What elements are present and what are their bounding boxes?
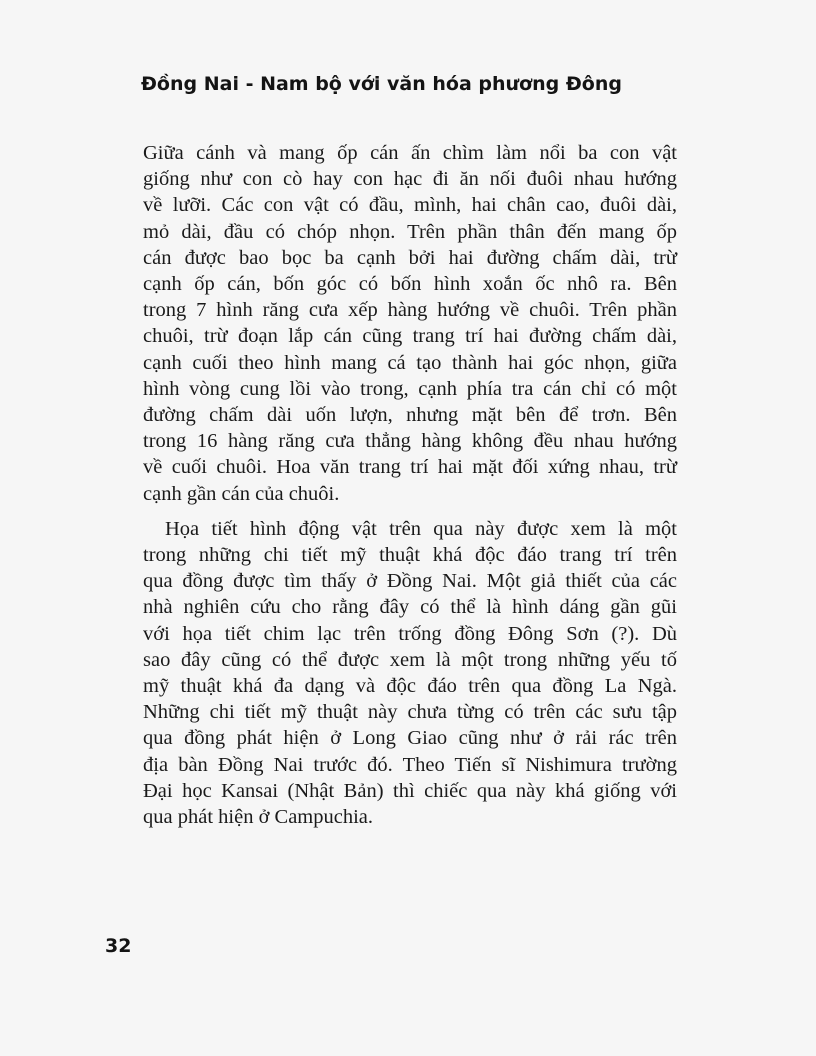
text-line: mỹ thuật khá đa dạng và độc đáo trên qua đồng La Ngà. <box>143 675 677 698</box>
text-line: qua phát hiện ở Campuchia. <box>143 806 374 829</box>
text-line: Giữa cánh và mang ốp cán ấn chìm làm nổi ba con vật <box>143 142 677 164</box>
text-line: qua đồng phát hiện ở Long Giao cũng như ở rải rác trên <box>143 727 677 750</box>
text-line: nhà nghiên cứu cho rằng đây có thể là hình dáng gần gũi <box>143 596 677 619</box>
text-line: trong những chi tiết mỹ thuật khá độc đáo trang trí trên <box>143 544 677 567</box>
paragraph-1 <box>143 140 677 507</box>
text-line: Đại học Kansai (Nhật Bản) thì chiếc qua này khá giống với <box>143 779 677 802</box>
body-text <box>143 140 677 830</box>
paragraph-2 <box>143 516 677 830</box>
text-line: về lưỡi. Các con vật có đầu, mình, hai chân cao, đuôi dài, <box>143 194 677 217</box>
text-line: đường chấm dài uốn lượn, nhưng mặt bên để trơn. Bên <box>143 404 677 427</box>
text-line: cán được bao bọc ba cạnh bởi hai đường chấm dài, trừ <box>143 246 677 269</box>
text-line: giống như con cò hay con hạc đi ăn nối đuôi nhau hướng <box>143 168 677 191</box>
text-line: Những chi tiết mỹ thuật này chưa từng có trên các sưu tập <box>143 701 677 724</box>
page-number: 32 <box>105 935 132 957</box>
text-line: Họa tiết hình động vật trên qua này được xem là một <box>165 517 677 540</box>
text-line: hình vòng cung lồi vào trong, cạnh phía tra cán chỉ có một <box>143 377 677 400</box>
text-line: cạnh ốp cán, bốn góc có bốn hình xoắn ốc nhô ra. Bên <box>143 273 677 296</box>
text-line: trong 16 hàng răng cưa thẳng hàng không đều nhau hướng <box>143 430 677 453</box>
text-line: về cuối chuôi. Hoa văn trang trí hai mặt đối xứng nhau, trừ <box>143 456 677 479</box>
text-line: với họa tiết chim lạc trên trống đồng Đông Sơn (?). Dù <box>143 622 677 645</box>
text-line: qua đồng được tìm thấy ở Đồng Nai. Một giả thiết của các <box>143 570 677 593</box>
text-line: cạnh cuối theo hình mang cá tạo thành hai góc nhọn, giữa <box>143 351 677 374</box>
text-line: mỏ dài, đầu có chóp nhọn. Trên phần thân đến mang ốp <box>143 220 677 243</box>
text-line: địa bàn Đồng Nai trước đó. Theo Tiến sĩ Nishimura trường <box>143 753 677 776</box>
text-line: chuôi, trừ đoạn lắp cán cũng trang trí hai đường chấm dài, <box>143 325 677 348</box>
running-head-title: Đồng Nai - Nam bộ với văn hóa phương Đông <box>141 73 622 95</box>
text-line: trong 7 hình răng cưa xếp hàng hướng về chuôi. Trên phần <box>143 299 677 322</box>
text-line: cạnh gần cán của chuôi. <box>143 482 340 505</box>
text-line: sao đây cũng có thể được xem là một trong những yếu tố <box>143 648 677 671</box>
